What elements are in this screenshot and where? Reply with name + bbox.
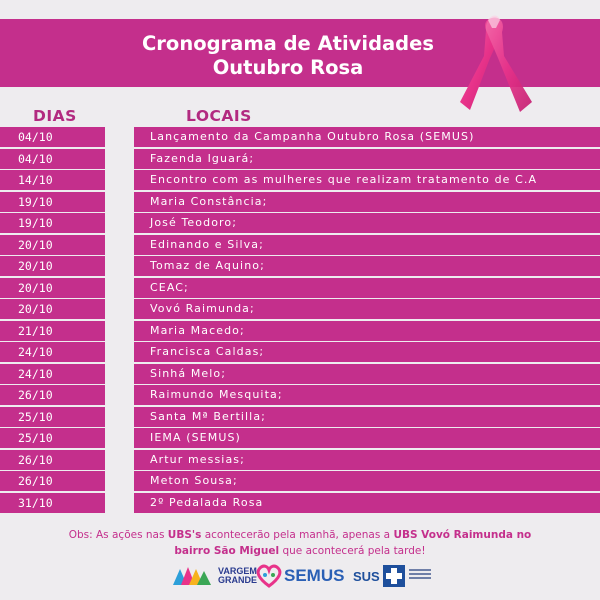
table-row [0,471,600,491]
row-location: Vovó Raimunda; [134,299,600,319]
row-date: 24/10 [0,364,105,384]
table-row [0,256,600,276]
table-row [0,170,600,190]
table-row [0,127,600,147]
row-location: Francisca Caldas; [134,342,600,362]
table-row [0,213,600,233]
table-row [0,428,600,448]
row-location: 2º Pedalada Rosa [134,493,600,513]
row-date: 14/10 [0,170,105,190]
row-location: Santa Mª Bertilla; [134,407,600,427]
vargem-label: VARGEM [218,566,257,576]
column-header-locais: LOCAIS [186,107,252,125]
sus-logo [353,562,431,590]
row-date: 19/10 [0,213,105,233]
row-location: Lançamento da Campanha Outubro Rosa (SEMUS) [134,127,600,147]
table-row [0,299,600,319]
sus-caption-lines [409,569,431,583]
row-location: CEAC; [134,278,600,298]
grande-label: GRANDE [218,575,258,585]
page-subtitle: Outubro Rosa [212,56,364,79]
table-row [0,278,600,298]
page-title: Cronograma de Atividades [142,32,434,55]
row-location: Maria Constância; [134,192,600,212]
observation-note: Obs: As ações nas UBS's acontecerão pela manhã, apenas a UBS Vovó Raimunda no bairro São Miguel que acontecerá pela tarde! [68,529,532,557]
row-location: José Teodoro; [134,213,600,233]
row-date: 26/10 [0,450,105,470]
row-date: 20/10 [0,278,105,298]
row-date: 25/10 [0,407,105,427]
row-date: 26/10 [0,471,105,491]
row-date: 25/10 [0,428,105,448]
sus-label: SUS [353,568,380,584]
table-row [0,149,600,169]
table-row [0,450,600,470]
row-date: 26/10 [0,385,105,405]
row-location: Encontro com as mulheres que realizam tratamento de C.A [134,170,600,190]
table-row [0,192,600,212]
row-date: 19/10 [0,192,105,212]
table-row [0,342,600,362]
row-date: 04/10 [0,127,105,147]
row-location: Artur messias; [134,450,600,470]
row-date: 20/10 [0,299,105,319]
pink-ribbon-icon [450,6,540,122]
row-date: 31/10 [0,493,105,513]
vargem-grande-logo [173,562,257,590]
row-location: Fazenda Iguará; [134,149,600,169]
table-row [0,364,600,384]
row-date: 24/10 [0,342,105,362]
table-row [0,321,600,341]
semus-label: SEMUS [284,566,345,585]
column-header-dias: DIAS [33,107,77,125]
table-row [0,493,600,513]
row-location: Maria Macedo; [134,321,600,341]
sus-cross-icon [383,565,405,587]
row-location: Edinando e Silva; [134,235,600,255]
row-date: 04/10 [0,149,105,169]
row-location: IEMA (SEMUS) [134,428,600,448]
table-row [0,407,600,427]
heart-hands-icon [256,564,282,588]
row-date: 20/10 [0,256,105,276]
row-location: Sinhá Melo; [134,364,600,384]
vargem-grande-emblem-icon [173,565,215,587]
row-location: Raimundo Mesquita; [134,385,600,405]
table-row [0,235,600,255]
row-location: Meton Sousa; [134,471,600,491]
row-date: 20/10 [0,235,105,255]
semus-logo [256,562,344,590]
row-location: Tomaz de Aquino; [134,256,600,276]
row-date: 21/10 [0,321,105,341]
table-row [0,385,600,405]
